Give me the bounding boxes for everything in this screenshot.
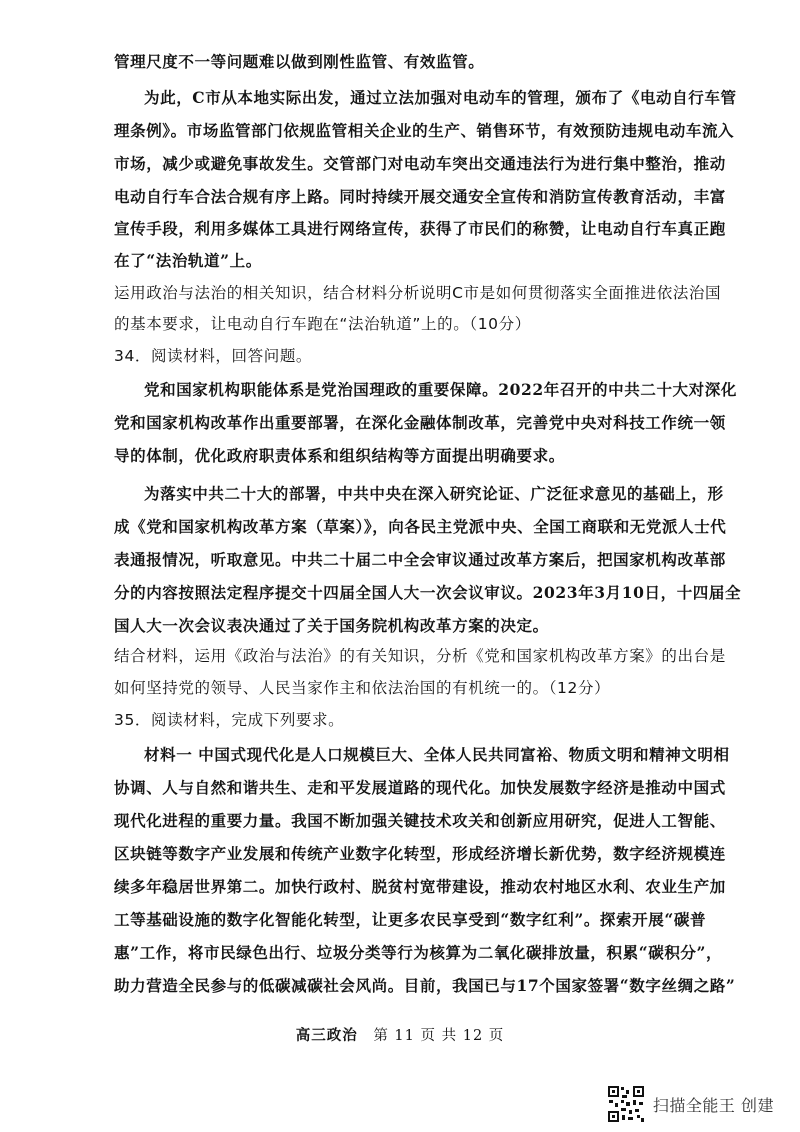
material-line: 市场，减少或避免事故发生。交管部门对电动车突出交通违法行为进行集中整治，推动 bbox=[114, 154, 726, 173]
material-line: 宣传手段，利用多媒体工具进行网络宣传，获得了市民们的称赞，让电动自行车真正跑 bbox=[114, 219, 726, 238]
material-line: 成《党和国家机构改革方案（草案）》，向各民主党派中央、全国工商联和无党派人士代 bbox=[114, 517, 727, 536]
question-34-prompt: 结合材料，运用《政治与法治》的有关知识，分析《党和国家机构改革方案》的出台是 bbox=[114, 647, 726, 665]
question-34-prompt: 如何坚持党的领导、人民当家作主和依法治国的有机统一的。（12分） bbox=[114, 679, 611, 697]
material-line: 国人大一次会议表决通过了关于国务院机构改革方案的决定。 bbox=[114, 616, 549, 635]
qr-code-icon bbox=[607, 1085, 645, 1123]
watermark-text: 扫描全能王 创建 bbox=[652, 1095, 774, 1115]
question-33-prompt: 运用政治与法治的相关知识，结合材料分析说明C市是如何贯彻落实全面推进依法治国 bbox=[114, 284, 722, 302]
footer-subject: 高三政治 bbox=[295, 1027, 358, 1044]
material-line: 为此，C市从本地实际出发，通过立法加强对电动车的管理，颁布了《电动自行车管 bbox=[144, 88, 737, 107]
material-line: 表通报情况，听取意见。中共二十届二中全会审议通过改革方案后，把国家机构改革部 bbox=[114, 550, 726, 569]
material-line: 现代化进程的重要力量。我国不断加强关键技术攻关和创新应用研究，促进人工智能、 bbox=[114, 811, 726, 830]
material-line: 电动自行车合法合规有序上路。同时持续开展交通安全宣传和消防宣传教育活动，丰富 bbox=[114, 187, 726, 206]
question-34-heading: 34．阅读材料，回答问题。 bbox=[114, 347, 313, 365]
material-line: 党和国家机构职能体系是党治国理政的重要保障。2022年召开的中共二十大对深化 bbox=[144, 380, 737, 399]
footer-page-number: 第 11 页 共 12 页 bbox=[373, 1028, 505, 1044]
material-line: 惠”工作，将市民绿色出行、垃圾分类等行为核算为二氧化碳排放量，积累“碳积分”， bbox=[114, 943, 723, 962]
material-line: 为落实中共二十大的部署，中共中央在深入研究论证、广泛征求意见的基础上，形 bbox=[144, 484, 724, 503]
material-line: 分的内容按照法定程序提交十四届全国人大一次会议审议。2023年3月10日，十四届全 bbox=[114, 583, 742, 602]
material-line: 助力营造全民参与的低碳减碳社会风尚。目前，我国已与17个国家签署“数字丝绸之路” bbox=[114, 976, 736, 995]
material-line: 材料一 中国式现代化是人口规模巨大、全体人民共同富裕、物质文明和精神文明相 bbox=[144, 745, 730, 764]
material-line: 导的体制，优化政府职责体系和组织结构等方面提出明确要求。 bbox=[114, 446, 565, 465]
material-line: 协调、人与自然和谐共生、走和平发展道路的现代化。加快发展数字经济是推动中国式 bbox=[114, 778, 726, 797]
question-35-heading: 35．阅读材料，完成下列要求。 bbox=[114, 711, 345, 729]
material-line: 在了“法治轨道”上。 bbox=[114, 251, 262, 270]
material-line: 理条例》。市场监管部门依规监管相关企业的生产、销售环节，有效预防违规电动车流入 bbox=[114, 121, 735, 140]
material-line: 工等基础设施的数字化智能化转型，让更多农民享受到“数字红利”。探索开展“碳普 bbox=[114, 910, 707, 929]
material-line: 党和国家机构改革作出重要部署，在深化金融体制改革，完善党中央对科技工作统一领 bbox=[114, 413, 726, 432]
question-33-prompt: 的基本要求，让电动自行车跑在“法治轨道”上的。（10分） bbox=[114, 315, 531, 333]
page-footer bbox=[0, 1024, 800, 1045]
material-line: 续多年稳居世界第二。加快行政村、脱贫村宽带建设，推动农村地区水利、农业生产加 bbox=[114, 877, 726, 896]
material-line: 区块链等数字产业发展和传统产业数字化转型，形成经济增长新优势，数字经济规模连 bbox=[114, 844, 726, 863]
material-line: 管理尺度不一等问题难以做到刚性监管、有效监管。 bbox=[114, 52, 485, 71]
scanner-watermark bbox=[607, 1084, 774, 1124]
